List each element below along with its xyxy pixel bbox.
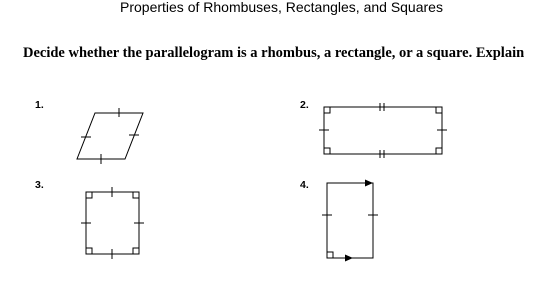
- figure-3-square: [81, 187, 144, 259]
- figure-2-rectangle: [319, 103, 447, 158]
- figure-4-rectangle-arrows: [322, 183, 378, 258]
- page-title: Properties of Rhombuses, Rectangles, and Squares: [120, 0, 443, 15]
- question-number-3: 3.: [35, 179, 44, 191]
- instruction-text: Decide whether the parallelogram is a rhombus, a rectangle, or a square. Explain: [23, 45, 525, 61]
- question-number-1: 1.: [35, 99, 44, 111]
- arrowhead-bottom: [345, 255, 353, 262]
- question-number-2: 2.: [300, 99, 309, 111]
- question-number-4: 4.: [300, 179, 309, 191]
- figure-1-parallelogram: [77, 108, 143, 164]
- arrowhead-top: [365, 180, 373, 187]
